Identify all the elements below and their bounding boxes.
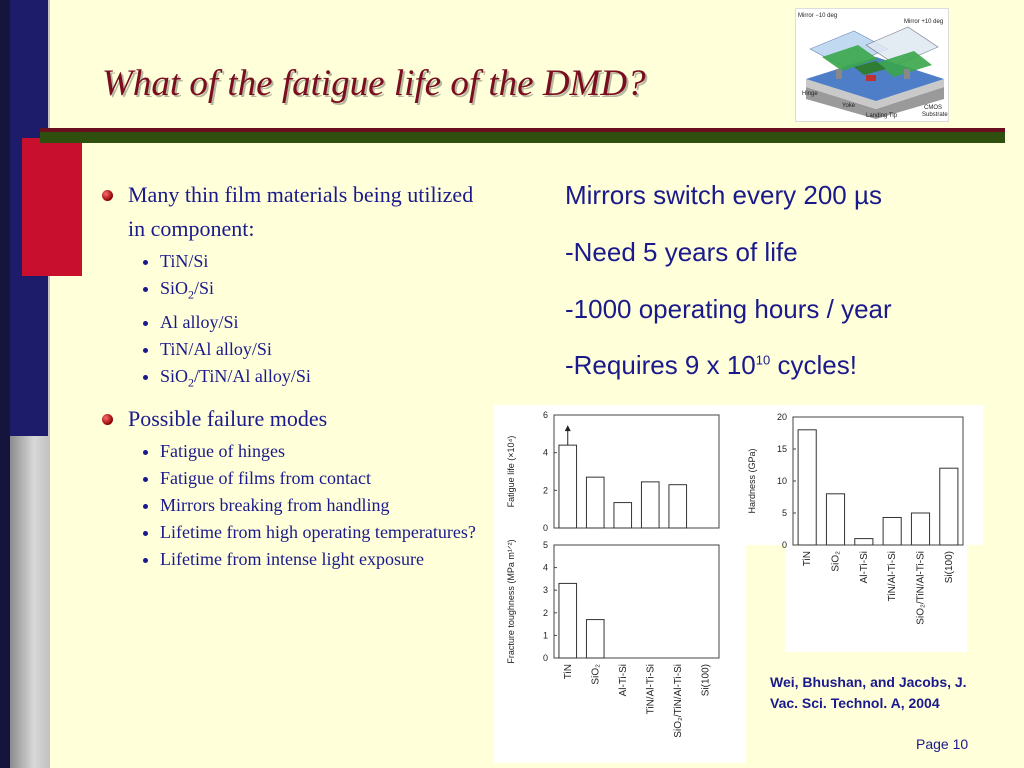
category-label: TiN/Al-Ti-Si xyxy=(645,664,657,715)
y-tick-label: 15 xyxy=(776,444,787,454)
dmd-diagram xyxy=(795,8,949,122)
sub-bullet-item xyxy=(140,519,490,546)
bar xyxy=(669,485,687,528)
sub-bullet-text: Lifetime from high operating temperatures? xyxy=(160,522,476,543)
sub-bullet-icon xyxy=(143,504,148,509)
right-line-4 xyxy=(565,350,857,381)
sub-bullet-text: SiO xyxy=(160,278,189,298)
sub-bullet-item xyxy=(140,336,490,363)
chart-hardness-wrap xyxy=(741,405,983,652)
y-axis-label: Hardness (GPa) xyxy=(747,448,757,514)
bar xyxy=(559,445,577,528)
sub-bullet-text-tail: /TiN/Al alloy/Si xyxy=(194,365,311,386)
bullet-list xyxy=(100,178,490,573)
y-axis-label: Fatigue life (×10⁴) xyxy=(506,435,516,508)
chart-frame xyxy=(554,415,719,528)
sub-bullet-text: TiN/Si xyxy=(160,251,209,271)
category-label: SiO₂/TiN/Al-Ti-Si xyxy=(672,664,684,738)
bullet-icon xyxy=(102,190,113,201)
page-number: Page 10 xyxy=(916,736,969,752)
sub-bullet-subscript: 2 xyxy=(188,375,195,390)
sub-bullet-icon xyxy=(143,531,148,536)
bar xyxy=(883,517,901,545)
sub-bullet-text: Lifetime from intense light exposure xyxy=(160,549,424,570)
label-cmos: CMOS xyxy=(924,105,942,111)
y-tick-label: 4 xyxy=(542,447,548,458)
y-tick-label: 0 xyxy=(781,540,787,550)
left-red-block xyxy=(22,138,82,276)
sub-bullet-text: TiN/Al alloy/Si xyxy=(160,338,272,359)
category-label: Al-Ti-Si xyxy=(858,551,870,584)
bullet-text: Many thin film materials being utilized in component: xyxy=(128,182,474,241)
category-label: SiO₂/TiN/Al-Ti-Si xyxy=(915,551,927,625)
bullet-icon xyxy=(102,414,113,425)
sub-bullet-icon xyxy=(143,321,148,326)
bar xyxy=(614,503,632,528)
bar xyxy=(586,477,604,528)
sub-bullet-text: Al alloy/Si xyxy=(160,311,239,332)
category-label: Si(100) xyxy=(943,551,955,584)
right-line-1: Mirrors switch every 200 µs xyxy=(565,180,882,210)
bar xyxy=(855,539,873,545)
title-rule xyxy=(40,131,1005,143)
sub-bullet-icon xyxy=(143,260,148,265)
y-tick-label: 1 xyxy=(542,630,548,641)
chart-hardness xyxy=(741,405,983,652)
chart-left-panel xyxy=(494,405,746,763)
materials-sublist xyxy=(100,248,490,396)
sub-bullet-item xyxy=(140,546,490,573)
failure-modes-sublist xyxy=(100,438,490,573)
title-rule-accent xyxy=(40,128,1005,132)
y-tick-label: 10 xyxy=(776,476,787,486)
y-tick-label: 20 xyxy=(776,412,787,422)
y-tick-label: 0 xyxy=(542,523,548,533)
right-line-4-sup: 10 xyxy=(755,352,771,368)
sub-bullet-subscript: 2 xyxy=(188,287,195,302)
bullet-item-materials xyxy=(100,178,490,246)
category-label: Si(100) xyxy=(700,664,712,697)
y-tick-label: 5 xyxy=(542,540,548,550)
bar xyxy=(559,583,577,658)
y-tick-label: 2 xyxy=(542,485,548,496)
sub-bullet-item xyxy=(140,309,490,336)
label-mirror-neg: Mirror −10 deg xyxy=(798,13,838,19)
bar xyxy=(826,494,844,545)
sub-bullet-icon xyxy=(143,558,148,563)
label-landing-tip: Landing Tip xyxy=(866,113,898,119)
chart-frame xyxy=(554,545,719,658)
sub-bullet-item xyxy=(140,363,490,397)
bar xyxy=(586,620,604,658)
sub-bullet-text: SiO xyxy=(160,365,189,386)
bar xyxy=(911,513,929,545)
chart-fatigue-toughness xyxy=(494,405,746,763)
sub-bullet-icon xyxy=(143,375,148,380)
category-label: SiO₂ xyxy=(590,664,602,685)
sub-bullet-item xyxy=(140,275,490,309)
bar xyxy=(798,430,816,545)
label-yoke: Yoke xyxy=(842,103,856,109)
right-line-4-a: -Requires 9 x 10 xyxy=(565,350,756,380)
y-tick-label: 5 xyxy=(781,508,787,518)
slide-title: What of the fatigue life of the DMD? xyxy=(102,63,646,104)
sub-bullet-text: Mirrors breaking from handling xyxy=(160,495,390,516)
category-label: TiN/Al-Ti-Si xyxy=(887,551,899,602)
right-line-3: -1000 operating hours / year xyxy=(565,294,892,324)
sub-bullet-icon xyxy=(143,477,148,482)
bar xyxy=(641,482,659,528)
sub-bullet-item xyxy=(140,492,490,519)
right-line-2: -Need 5 years of life xyxy=(565,237,798,267)
sub-bullet-text: Fatigue of films from contact xyxy=(160,468,371,489)
label-hinge: Hinge xyxy=(802,91,818,97)
arrow-up-icon xyxy=(565,425,571,431)
sub-bullet-icon xyxy=(143,450,148,455)
left-dark-strip xyxy=(0,0,10,768)
y-tick-label: 0 xyxy=(542,653,548,663)
sub-bullet-item xyxy=(140,438,490,465)
right-line-4-b: cycles! xyxy=(770,350,857,380)
y-axis-label: Fracture toughness (MPa m¹ᐟ²) xyxy=(506,539,516,664)
category-label: Al-Ti-Si xyxy=(617,664,629,697)
category-label: TiN xyxy=(562,664,574,680)
y-tick-label: 6 xyxy=(542,410,548,420)
y-tick-label: 4 xyxy=(542,562,548,573)
sub-bullet-text: Fatigue of hinges xyxy=(160,441,285,462)
dmd-diagram-svg xyxy=(796,9,948,121)
bullet-item-failure-modes xyxy=(100,402,490,436)
sub-bullet-icon xyxy=(143,287,148,292)
y-tick-label: 2 xyxy=(542,607,548,618)
label-mirror-pos: Mirror +10 deg xyxy=(904,19,944,25)
citation: Wei, Bhushan, and Jacobs, J. Vac. Sci. Technol. A, 2004 xyxy=(770,674,967,711)
sub-bullet-icon xyxy=(143,348,148,353)
category-label: SiO₂ xyxy=(830,551,842,572)
y-tick-label: 3 xyxy=(542,585,548,596)
bar xyxy=(940,468,958,545)
bullet-text: Possible failure modes xyxy=(128,406,328,432)
category-label: TiN xyxy=(802,551,814,567)
sub-bullet-text-tail: /Si xyxy=(194,278,215,298)
sub-bullet-item xyxy=(140,465,490,492)
chart-frame xyxy=(793,417,963,545)
sub-bullet-item xyxy=(140,248,490,275)
label-substrate: Substrate xyxy=(922,112,948,118)
